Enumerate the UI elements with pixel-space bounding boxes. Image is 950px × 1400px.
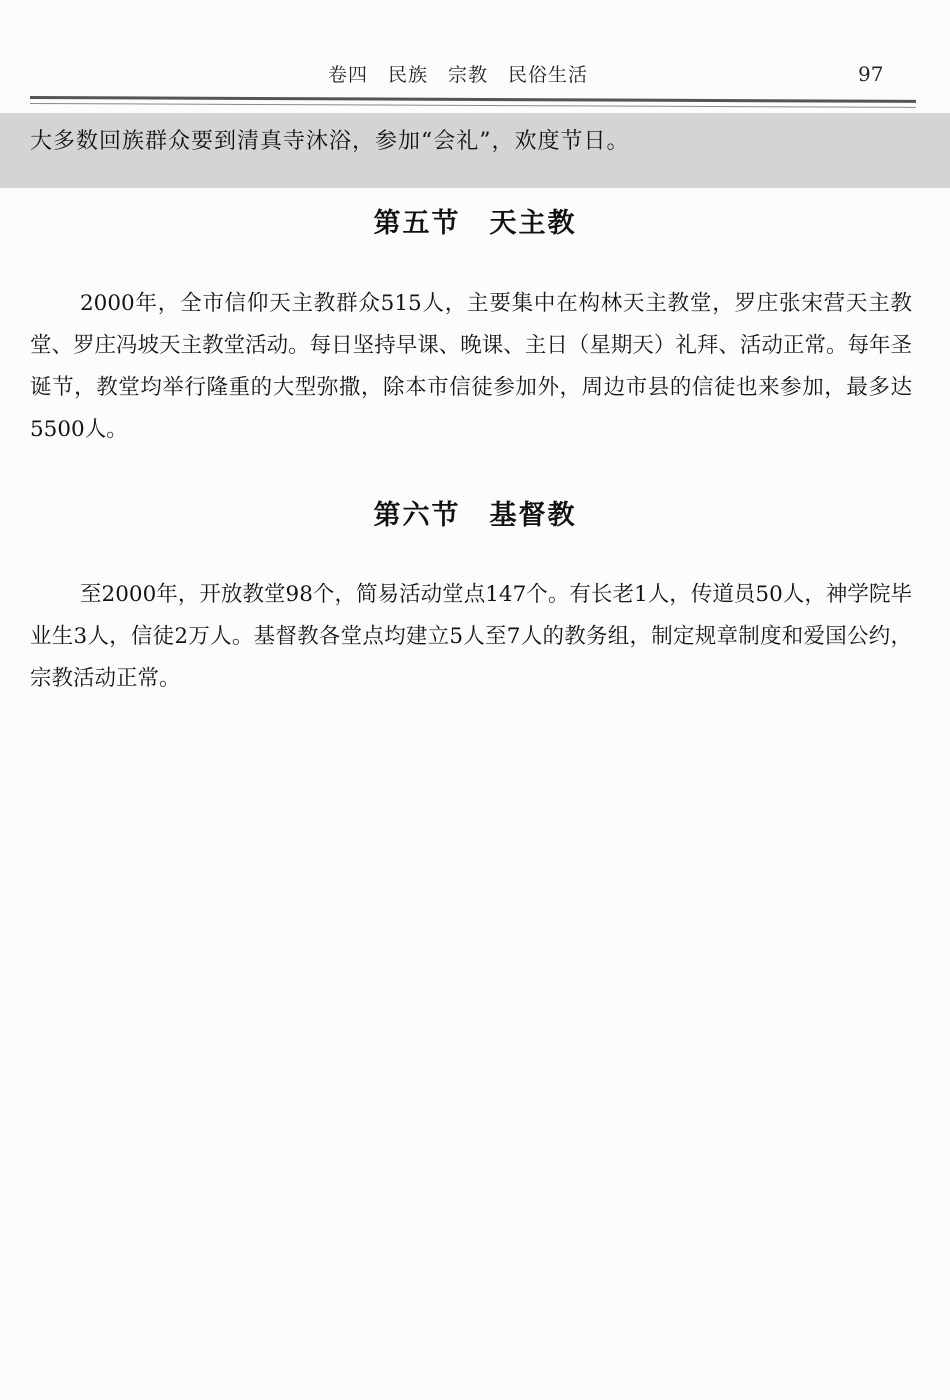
carryover-paragraph: 大多数回族群众要到清真寺沐浴，参加“会礼”，欢度节日。	[30, 129, 630, 154]
running-header: 卷四 民族 宗教 民俗生活	[328, 64, 589, 86]
header-rule	[30, 96, 916, 103]
section-heading-christianity: 第六节 基督教	[373, 500, 577, 531]
section-paragraph-catholicism: 2000年，全市信仰天主教群众515人，主要集中在构林天主教堂，罗庄张宋营天主教堂、罗庄冯坡天主教堂活动。每日坚持早课、晚课、主日（星期天）礼拜、活动正常。每年圣诞节，教堂均举行隆重的大型弥撒，除本市信徒参加外，周边市县的信徒也来参加，最多达5500人。	[30, 291, 912, 442]
header-rule-thin	[30, 103, 916, 108]
section-paragraph-christianity: 至2000年，开放教堂98个，简易活动堂点147个。有长老1人，传道员50人，神学院毕业生3人，信徒2万人。基督教各堂点均建立5人至7人的教务组，制定规章制度和爱国公约，宗教活动正常。	[30, 582, 912, 691]
section-heading-catholicism: 第五节 天主教	[373, 208, 577, 239]
page-number: 97	[858, 62, 884, 86]
